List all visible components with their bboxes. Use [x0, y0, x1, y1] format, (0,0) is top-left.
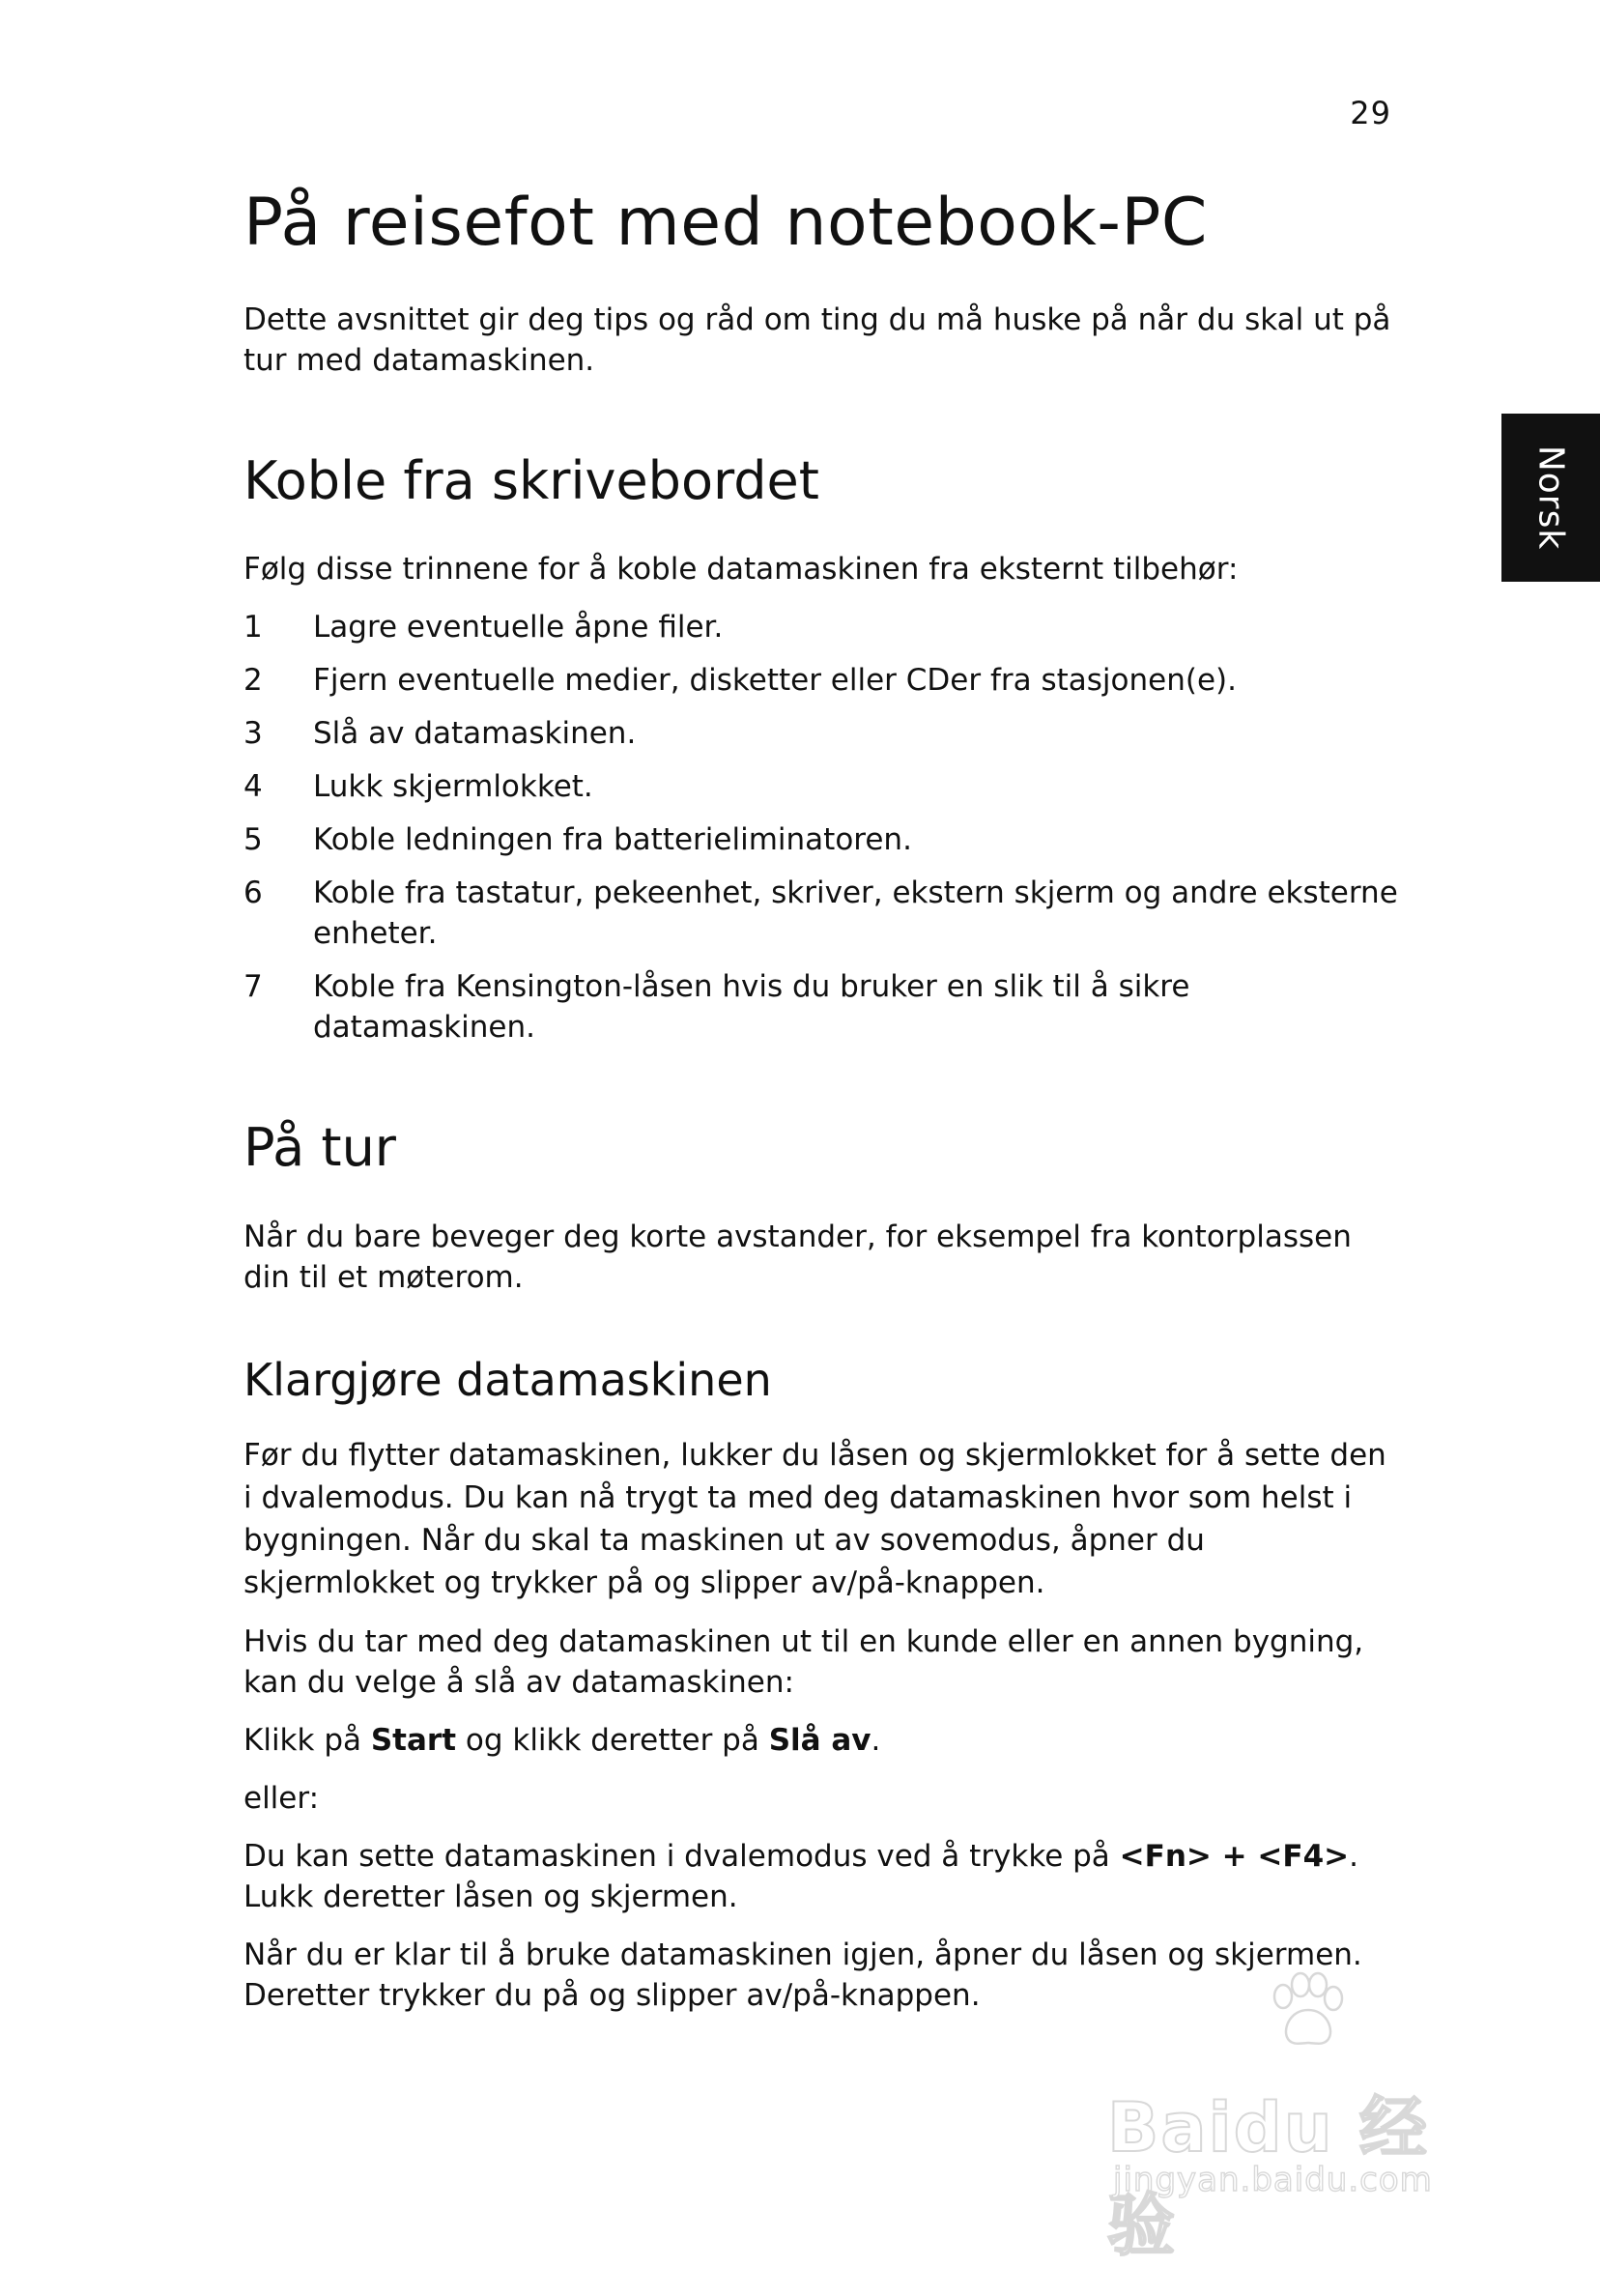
sleep-instruction	[243, 1836, 1403, 1917]
step-number: 3	[243, 716, 263, 752]
step-text: Lukk skjermlokket.	[313, 769, 593, 805]
resume-line-1: Når du er klar til å bruke datamaskinen igjen, åpner du låsen og skjermen.	[243, 1937, 1362, 1973]
watermark-logo: Baidu 经验	[1107, 2088, 1429, 2265]
list-item	[243, 819, 1403, 860]
step-text: Lagre eventuelle åpne filer.	[313, 610, 724, 646]
step-number: 6	[243, 875, 263, 911]
watermark-site: jingyan.baidu.com	[1113, 2161, 1433, 2199]
subsection-heading-prepare: Klargjøre datamaskinen	[243, 1354, 772, 1407]
paw-icon	[1262, 1967, 1349, 2054]
intro-paragraph: Dette avsnittet gir deg tips og råd om ting du må huske på når du skal ut på tur med datamaskinen.	[243, 301, 1391, 378]
start-term: Start	[370, 1723, 457, 1759]
list-item	[243, 766, 1403, 807]
list-item	[243, 607, 1403, 647]
shutdown-intro-paragraph: Hvis du tar med deg datamaskinen ut til en kunde eller en annen bygning, kan du velge å slå av datamaskinen:	[243, 1624, 1364, 1701]
travel-paragraph: Når du bare beveger deg korte avstander, for eksempel fra kontorplassen din til et møterom.	[243, 1220, 1352, 1296]
list-item	[243, 660, 1403, 701]
step-number: 5	[243, 822, 263, 858]
prepare-paragraph: Før du flytter datamaskinen, lukker du låsen og skjermlokket for å sette den i dvalemodus. Du kan nå trygt ta med deg datamaskinen hvor som helst i bygningen. Når du skal ta maskinen ut av sovemodus, åpner du skjermlokket og trykker på og slipper av/på-knappen.	[243, 1438, 1386, 1601]
step-text: Slå av datamaskinen.	[313, 716, 637, 752]
page-number: 29	[1350, 95, 1391, 131]
step-number: 4	[243, 769, 263, 805]
click-middle: og klikk deretter på	[456, 1723, 769, 1759]
step-text: Koble ledningen fra batterieliminatoren.	[313, 822, 912, 858]
step-text: Fjern eventuelle medier, disketter eller CDer fra stasjonen(e).	[313, 663, 1237, 699]
sleep-second-line: Lukk deretter låsen og skjermen.	[243, 1880, 738, 1915]
main-content	[243, 184, 1403, 2033]
list-item	[243, 966, 1403, 1048]
click-suffix: .	[871, 1723, 881, 1759]
sleep-prefix: Du kan sette datamaskinen i dvalemodus ved å trykke på	[243, 1839, 1120, 1875]
step-text: Koble fra tastatur, pekeenhet, skriver, ekstern skjerm og andre eksterne enheter.	[313, 875, 1398, 952]
step-number: 2	[243, 663, 263, 699]
or-text: eller:	[243, 1781, 320, 1817]
section-heading-disconnect: Koble fra skrivebordet	[243, 449, 819, 511]
step-number: 7	[243, 969, 263, 1005]
resume-line-2: Deretter trykker du på og slipper av/på-knappen.	[243, 1978, 981, 2014]
section-lead: Følg disse trinnene for å koble datamaskinen fra eksternt tilbehør:	[243, 552, 1239, 588]
sleep-suffix: .	[1349, 1839, 1358, 1875]
list-item	[243, 873, 1403, 954]
section-heading-travel: På tur	[243, 1117, 396, 1179]
steps-list	[243, 607, 1403, 1048]
page-title: På reisefot med notebook-PC	[243, 185, 1208, 261]
click-instruction	[243, 1720, 1403, 1761]
click-prefix: Klikk på	[243, 1723, 371, 1759]
watermark	[1107, 1967, 1494, 2265]
step-number: 1	[243, 610, 263, 646]
shutdown-term: Slå av	[768, 1723, 871, 1759]
key-combo: <Fn> + <F4>	[1119, 1839, 1350, 1875]
step-text: Koble fra Kensington-låsen hvis du bruker en slik til å sikre datamaskinen.	[313, 969, 1190, 1046]
language-tab	[1501, 414, 1600, 582]
language-tab-label: Norsk	[1530, 445, 1571, 551]
list-item	[243, 713, 1403, 754]
